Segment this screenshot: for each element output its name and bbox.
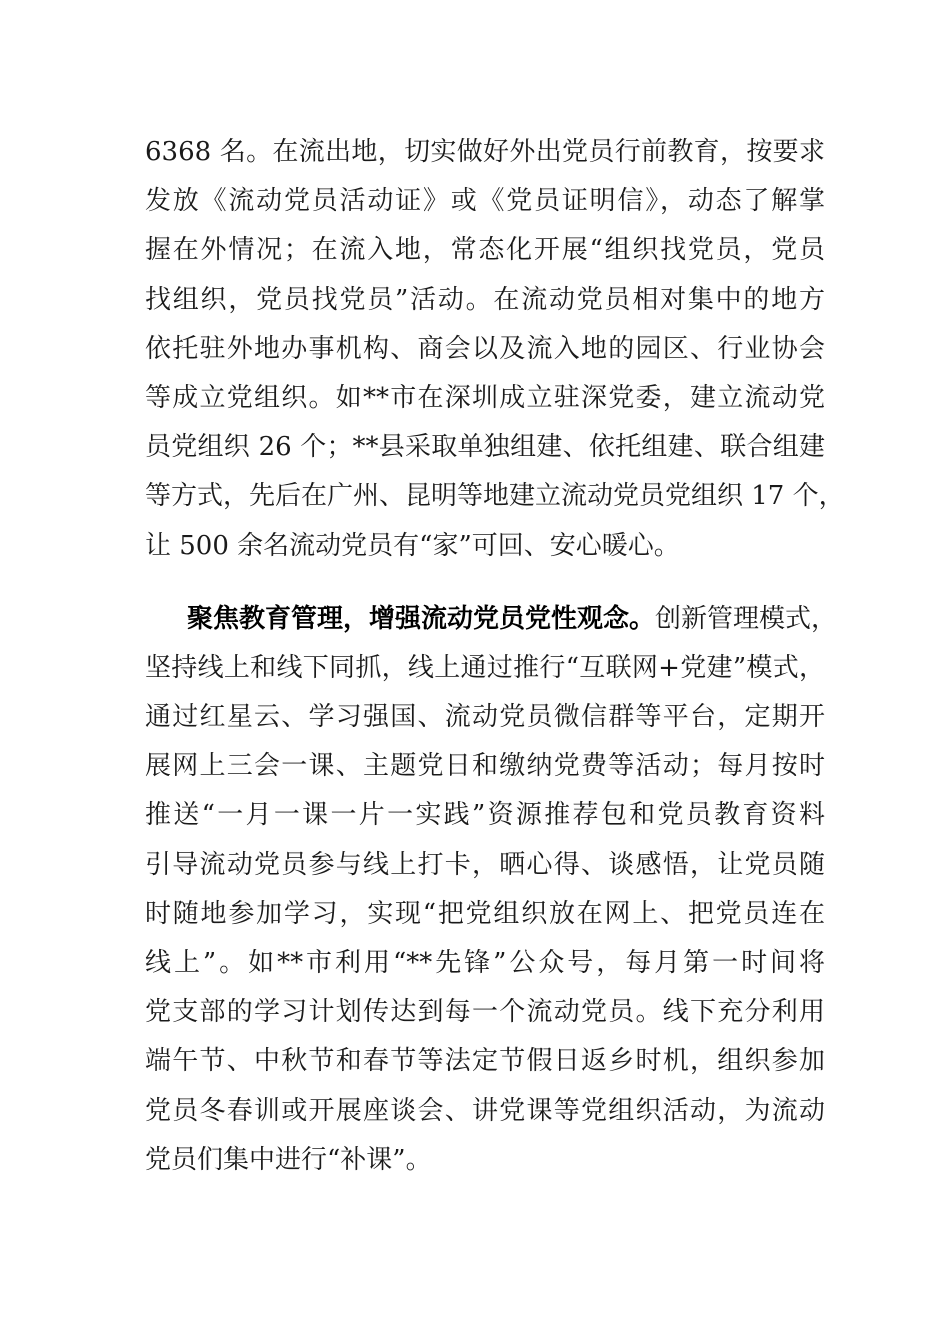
paragraph-line: 党员们集中进行“补课”。: [145, 1144, 432, 1175]
paragraph-line: 端午节、中秋节和春节等法定节假日返乡时机，组织参加: [145, 1046, 825, 1077]
paragraph-first-line: [145, 595, 838, 644]
paragraph-line: 通过红星云、学习强国、流动党员微信群等平台，定期开: [145, 702, 825, 733]
paragraph-line: 员党组织 26 个；**县采取单独组建、依托组建、联合组建: [145, 432, 825, 463]
paragraph-spacer: [145, 571, 825, 595]
paragraph-line: 坚持线上和线下同抓，线上通过推行“互联网+党建”模式，: [145, 652, 825, 683]
document-body: [145, 128, 845, 1185]
paragraph-line: 等成立党组织。如**市在深圳成立驻深党委，建立流动党: [145, 382, 825, 413]
paragraph-line: 等方式，先后在广州、昆明等地建立流动党员党组织 17 个，: [145, 481, 845, 512]
paragraph-line: 找组织，党员找党员”活动。在流动党员相对集中的地方: [145, 284, 825, 315]
paragraph-line: 让 500 余名流动党员有“家”可回、安心暖心。: [145, 530, 680, 561]
paragraph-line: 6368 名。在流出地，切实做好外出党员行前教育，按要求: [145, 137, 825, 167]
paragraph-line: 时随地参加学习，实现“把党组织放在网上、把党员连在: [145, 898, 825, 929]
paragraph-line: 线上”。如**市利用“**先锋”公众号，每月第一时间将: [145, 948, 825, 978]
paragraph-line: 依托驻外地办事机构、商会以及流入地的园区、行业协会: [145, 333, 825, 364]
paragraph-line: 推送“一月一课一片一实践”资源推荐包和党员教育资料: [145, 800, 825, 831]
paragraph-line: 发放《流动党员活动证》或《党员证明信》，动态了解掌: [145, 186, 825, 217]
paragraph-line: 引导流动党员参与线上打卡，晒心得、谈感悟，让党员随: [145, 849, 825, 880]
paragraph-1: [145, 128, 845, 571]
paragraph-line: 展网上三会一课、主题党日和缴纳党费等活动；每月按时: [145, 751, 825, 782]
paragraph-line: 党支部的学习计划传达到每一个流动党员。线下充分利用: [145, 997, 825, 1028]
paragraph-line: 党员冬春训或开展座谈会、讲党课等党组织活动，为流动: [145, 1095, 825, 1126]
paragraph-2: [145, 595, 838, 1185]
heading-line-rest: 创新管理模式，: [655, 603, 838, 634]
paragraph-line: 握在外情况；在流入地，常态化开展“组织找党员，党员: [145, 235, 825, 266]
section-heading: 聚焦教育管理，增强流动党员党性观念。: [187, 603, 656, 634]
